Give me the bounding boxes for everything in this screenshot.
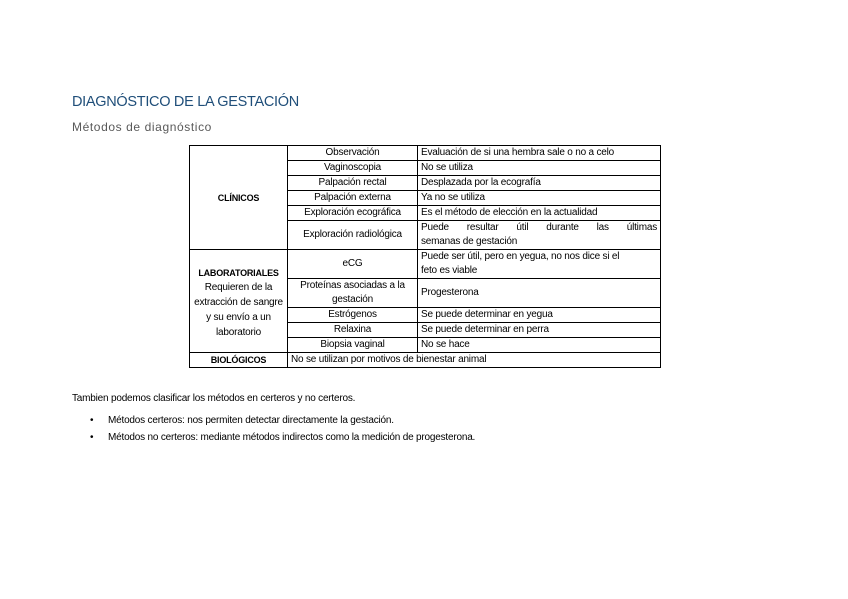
intro-paragraph: Tambien podemos clasificar los métodos en certeros y no certeros. <box>72 393 356 404</box>
description-line: Puede ser útil, pero en yegua, no nos dice si el <box>421 251 620 262</box>
category-clinicos: CLÍNICOS <box>190 146 288 250</box>
method-cell: Palpación rectal <box>288 176 418 191</box>
description-line: semanas de gestación <box>421 236 518 247</box>
description-cell: Se puede determinar en perra <box>418 323 661 338</box>
table-row <box>190 353 661 368</box>
method-cell: Relaxina <box>288 323 418 338</box>
table-row <box>190 250 661 279</box>
bullet-icon: • <box>90 415 94 426</box>
description-cell: Desplazada por la ecografía <box>418 176 661 191</box>
description-cell: No se hace <box>418 338 661 353</box>
list-item-text: Métodos no certeros: mediante métodos indirectos como la medición de progesterona. <box>108 432 476 443</box>
category-label: LABORATORIALES <box>198 268 279 278</box>
method-cell: Biopsia vaginal <box>288 338 418 353</box>
category-biologicos: BIOLÓGICOS <box>190 353 288 368</box>
category-laboratoriales <box>190 250 288 353</box>
bullet-list <box>72 412 475 446</box>
method-cell: Exploración radiológica <box>288 221 418 250</box>
method-cell: eCG <box>288 250 418 279</box>
description-cell: Evaluación de si una hembra sale o no a celo <box>418 146 661 161</box>
description-cell: Se puede determinar en yegua <box>418 308 661 323</box>
method-cell: Estrógenos <box>288 308 418 323</box>
method-cell: Proteínas asociadas a la gestación <box>288 279 418 308</box>
description-cell: No se utilizan por motivos de bienestar animal <box>288 353 661 368</box>
method-cell: Palpación externa <box>288 191 418 206</box>
page-subtitle: Métodos de diagnóstico <box>72 120 212 134</box>
category-note: Requieren de la extracción de sangre y su envío a un laboratorio <box>194 282 283 338</box>
description-line: Puede resultar útil durante las últimas <box>421 222 657 233</box>
description-cell <box>418 221 661 250</box>
page-title: DIAGNÓSTICO DE LA GESTACIÓN <box>72 94 299 110</box>
description-cell: Progesterona <box>418 279 661 308</box>
bullet-icon: • <box>90 432 94 443</box>
list-item <box>72 412 475 429</box>
method-cell: Exploración ecográfica <box>288 206 418 221</box>
list-item-text: Métodos certeros: nos permiten detectar directamente la gestación. <box>108 415 394 426</box>
table-row <box>190 146 661 161</box>
description-cell: Ya no se utiliza <box>418 191 661 206</box>
diagnosis-methods-table <box>189 145 661 368</box>
description-cell: No se utiliza <box>418 161 661 176</box>
list-item <box>72 429 475 446</box>
method-cell: Vaginoscopia <box>288 161 418 176</box>
description-line: feto es viable <box>421 265 478 276</box>
description-cell: Es el método de elección en la actualidad <box>418 206 661 221</box>
method-cell: Observación <box>288 146 418 161</box>
description-cell <box>418 250 661 279</box>
